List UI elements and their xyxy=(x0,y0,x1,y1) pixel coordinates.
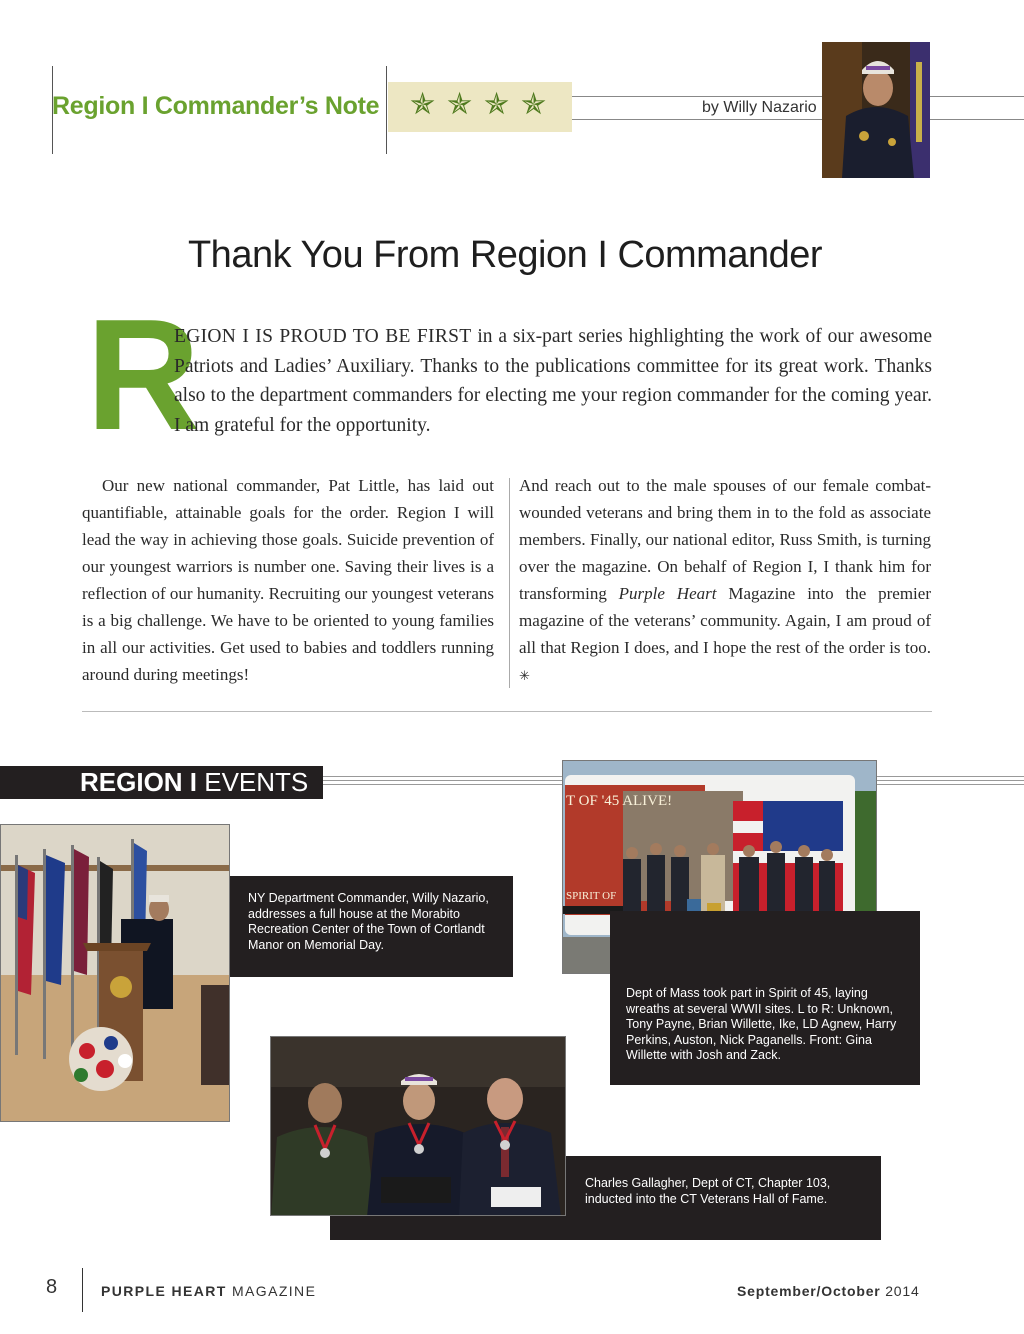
intro-lead-in: EGION I IS PROUD TO BE FIRST xyxy=(174,326,472,347)
footer-divider xyxy=(82,1268,83,1312)
author-portrait xyxy=(822,42,930,178)
drop-cap: R xyxy=(86,287,201,463)
stars-rating xyxy=(388,82,572,132)
col2-text-a: And reach out to the male spouses of our female combat-wounded veterans and bring them in to the fold as associate members. Finally, our national editor, Russ Smith, is turning over the magazine. On behalf of Region I, I thank him for transforming xyxy=(519,476,931,603)
section-divider xyxy=(82,711,932,712)
col2-text-b: Magazine into the premier magazine of the veterans’ community. Again, I am proud of all that Region I does, and I hope the rest of the order is too. xyxy=(519,584,931,657)
intro-text: in a six-part series highlighting the work of our awesome Patriots and Ladies’ Auxiliary. Thanks to the publications committee for its great work. Thanks also to the department commanders for electing me your region commander for the coming year. I am grateful for the opportunity. xyxy=(174,326,932,436)
header-rule-top xyxy=(572,96,822,97)
magazine-title-italic: Purple Heart xyxy=(618,584,717,603)
article-headline: Thank You From Region I Commander xyxy=(187,234,823,276)
body-column-right xyxy=(519,472,931,689)
caption-memorial-day: NY Department Commander, Willy Nazario, addresses a full house at the Morabito Recreation Center of the Town of Cortlandt Manor on Memorial Day. xyxy=(230,876,513,977)
end-mark-icon: ✳ xyxy=(519,668,530,683)
bus-sign-text: T OF '45 ALIVE! xyxy=(566,793,673,809)
star-icon: ✯ xyxy=(484,88,510,121)
column-divider xyxy=(509,478,510,688)
star-icon: ✯ xyxy=(410,88,436,121)
page-number: 8 xyxy=(46,1276,58,1298)
footer-issue-date: September/October 2014 xyxy=(737,1283,920,1299)
section-title: Region I Commander’s Note xyxy=(52,92,380,120)
footer-magazine-name: PURPLE HEART MAGAZINE xyxy=(101,1283,317,1299)
caption-spirit-of-45: Dept of Mass took part in Spirit of 45, laying wreaths at several WWII sites. L to R: Unknown, Tony Payne, Brian Willette, Ike, LD Agnew, Harry Perkins, Auston, Nick Paganells. Front: Gina Willette with Josh and Zack. xyxy=(610,911,920,1085)
body-column-left: Our new national commander, Pat Little, has laid out quantifiable, attainable goals for the order. Region I will lead the way in achieving those goals. Suicide prevention of our youngest warriors is number one. Saving their lives is a reflection of our humanity. Recruiting our youngest veterans is a big challenge. We have to be oriented to young families in all our activities. Get used to babies and toddlers running around during meetings! xyxy=(82,476,494,684)
star-icon: ✯ xyxy=(521,88,547,121)
byline: by Willy Nazario xyxy=(702,99,817,116)
photo-memorial-day-speech xyxy=(0,824,230,1122)
bus-sign-sub: SPIRIT OF xyxy=(566,890,617,902)
header-rule-bottom xyxy=(572,119,822,120)
header-rule-middle xyxy=(386,66,387,154)
caption-hall-of-fame: Charles Gallagher, Dept of CT, Chapter 103, inducted into the CT Veterans Hall of Fame. xyxy=(330,1156,881,1240)
photo-hall-of-fame xyxy=(270,1036,566,1216)
intro-paragraph xyxy=(174,322,932,440)
star-icon: ✯ xyxy=(447,88,473,121)
header-rule-top-right xyxy=(930,96,1024,97)
header-rule-bottom-right xyxy=(930,119,1024,120)
events-title: REGION I EVENTS xyxy=(80,767,309,797)
